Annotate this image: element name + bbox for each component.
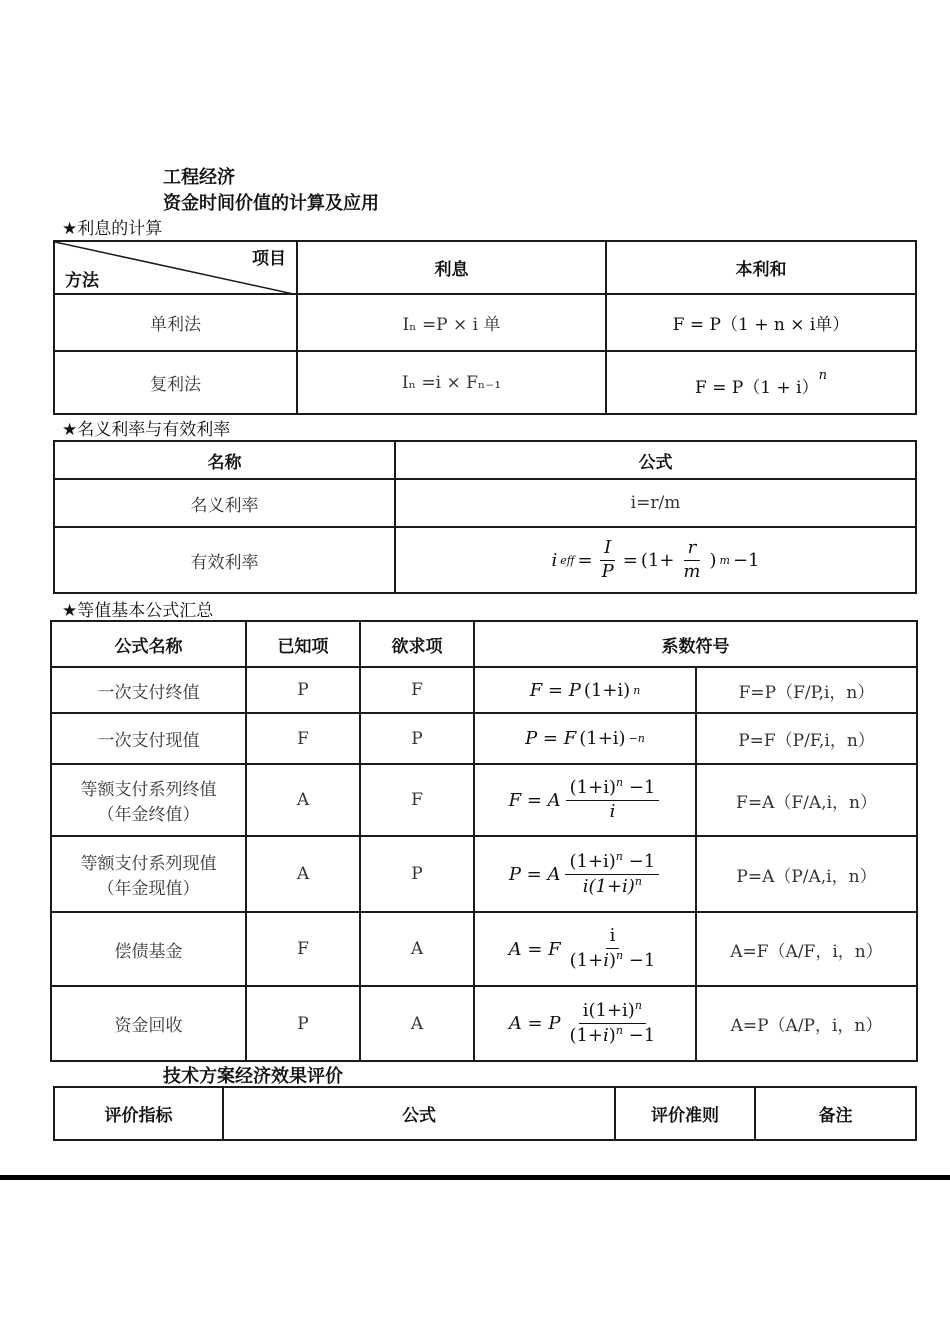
evaluation-table: [53, 1086, 917, 1141]
formula-name: 等额支付系列现值: [80, 854, 217, 874]
formula-want: A: [360, 912, 474, 986]
formula-known: F: [246, 912, 360, 986]
header-interest: 利息: [297, 241, 606, 294]
formula-expression: [474, 912, 696, 986]
section-heading-evaluation: 技术方案经济效果评价: [163, 1066, 343, 1087]
formula-fp: F = P (1+i) n: [529, 679, 641, 701]
formula-pf: P = F (1+i) −n: [525, 728, 645, 749]
formula-expression: [474, 713, 696, 764]
header-indicator: 评价指标: [54, 1087, 223, 1140]
page-title: 工程经济: [163, 167, 235, 188]
formula-symbol: A=F（A/F，i，n）: [696, 912, 917, 986]
header-total: 本利和: [606, 241, 916, 294]
formula-expression: [474, 764, 696, 836]
formula-name: 一次支付终值: [51, 667, 246, 713]
total-compound-exponent: n: [818, 367, 827, 383]
section-heading-rates: ★名义利率与有效利率: [62, 420, 231, 440]
header-criterion: 评价准则: [615, 1087, 755, 1140]
formula-fa: F = A $\frac{(1+i)^n -1}{i}$: [509, 777, 662, 822]
header-symbol: 系数符号: [474, 621, 917, 667]
formula-name: 资金回收: [51, 986, 246, 1061]
formula-name: 一次支付现值: [51, 713, 246, 764]
total-compound-cell: [606, 351, 916, 414]
corner-label-method: 方法: [65, 271, 99, 291]
formula-known: P: [246, 986, 360, 1061]
formula-ap: A = P $\frac{i(1+i)^n}{(1+i)^n -1}$: [508, 999, 656, 1046]
interest-compound: Iₙ =i × Fₙ₋₁: [297, 351, 606, 414]
formula-want: P: [360, 713, 474, 764]
formula-symbol: P=A（P/A,i，n）: [696, 836, 917, 912]
formula-known: A: [246, 764, 360, 836]
corner-label-item: 项目: [252, 249, 286, 269]
formula-af: A = F $\frac{i}{(1+i)^n -1}$: [508, 925, 656, 971]
formula-symbol: F=P（F/P,i，n）: [696, 667, 917, 713]
section-heading-interest: ★利息的计算: [62, 219, 163, 239]
section-heading-formulas: ★等值基本公式汇总: [62, 601, 214, 621]
formula-want: A: [360, 986, 474, 1061]
formula-want: F: [360, 667, 474, 713]
header-formula: 公式: [395, 441, 916, 479]
formula-symbol: P=F（P/F,i，n）: [696, 713, 917, 764]
interest-simple: Iₙ =P × i 单: [297, 294, 606, 351]
header-want: 欲求项: [360, 621, 474, 667]
rates-table: [53, 440, 917, 594]
page-subtitle: 资金时间价值的计算及应用: [163, 193, 379, 214]
formula-known: F: [246, 713, 360, 764]
corner-header-cell: [54, 241, 297, 294]
formula-name: 偿债基金: [51, 912, 246, 986]
formula-known: A: [246, 836, 360, 912]
method-compound: 复利法: [54, 351, 297, 414]
formula-want: P: [360, 836, 474, 912]
method-simple: 单利法: [54, 294, 297, 351]
formula-name-cell: [51, 764, 246, 836]
header-known: 已知项: [246, 621, 360, 667]
header-remark: 备注: [755, 1087, 916, 1140]
header-formula-name: 公式名称: [51, 621, 246, 667]
rate-formula-nominal: i=r/m: [395, 479, 916, 527]
formula-name-alt: （年金终值）: [97, 805, 200, 825]
formula-name-alt: （年金现值）: [97, 879, 200, 899]
header-name: 名称: [54, 441, 395, 479]
formula-want: F: [360, 764, 474, 836]
rate-name-effective: 有效利率: [54, 527, 395, 593]
page-bottom-rule: [0, 1175, 950, 1180]
formula-pa: P = A $\frac{(1+i)^n -1}{i(1+i)^n}$: [509, 851, 661, 897]
total-simple: F = P（1 + n × i单）: [606, 294, 916, 351]
formula-symbol: F=A（F/A,i，n）: [696, 764, 917, 836]
formula-expression: [474, 667, 696, 713]
effective-rate-formula: i eff = $\frac{I}{P}$ = (1+ $\frac{r}{m}$ ) m −1: [551, 536, 760, 582]
rate-formula-effective: [395, 527, 916, 593]
rate-name-nominal: 名义利率: [54, 479, 395, 527]
formula-expression: [474, 986, 696, 1061]
formula-expression: [474, 836, 696, 912]
formula-symbol: A=P（A/P，i，n）: [696, 986, 917, 1061]
interest-table: [53, 240, 917, 415]
formula-table: [50, 620, 918, 1062]
header-eval-formula: 公式: [223, 1087, 615, 1140]
formula-name-cell: [51, 836, 246, 912]
formula-name: 等额支付系列终值: [80, 780, 217, 800]
formula-known: P: [246, 667, 360, 713]
total-compound: F = P（1 + i）: [695, 377, 819, 398]
